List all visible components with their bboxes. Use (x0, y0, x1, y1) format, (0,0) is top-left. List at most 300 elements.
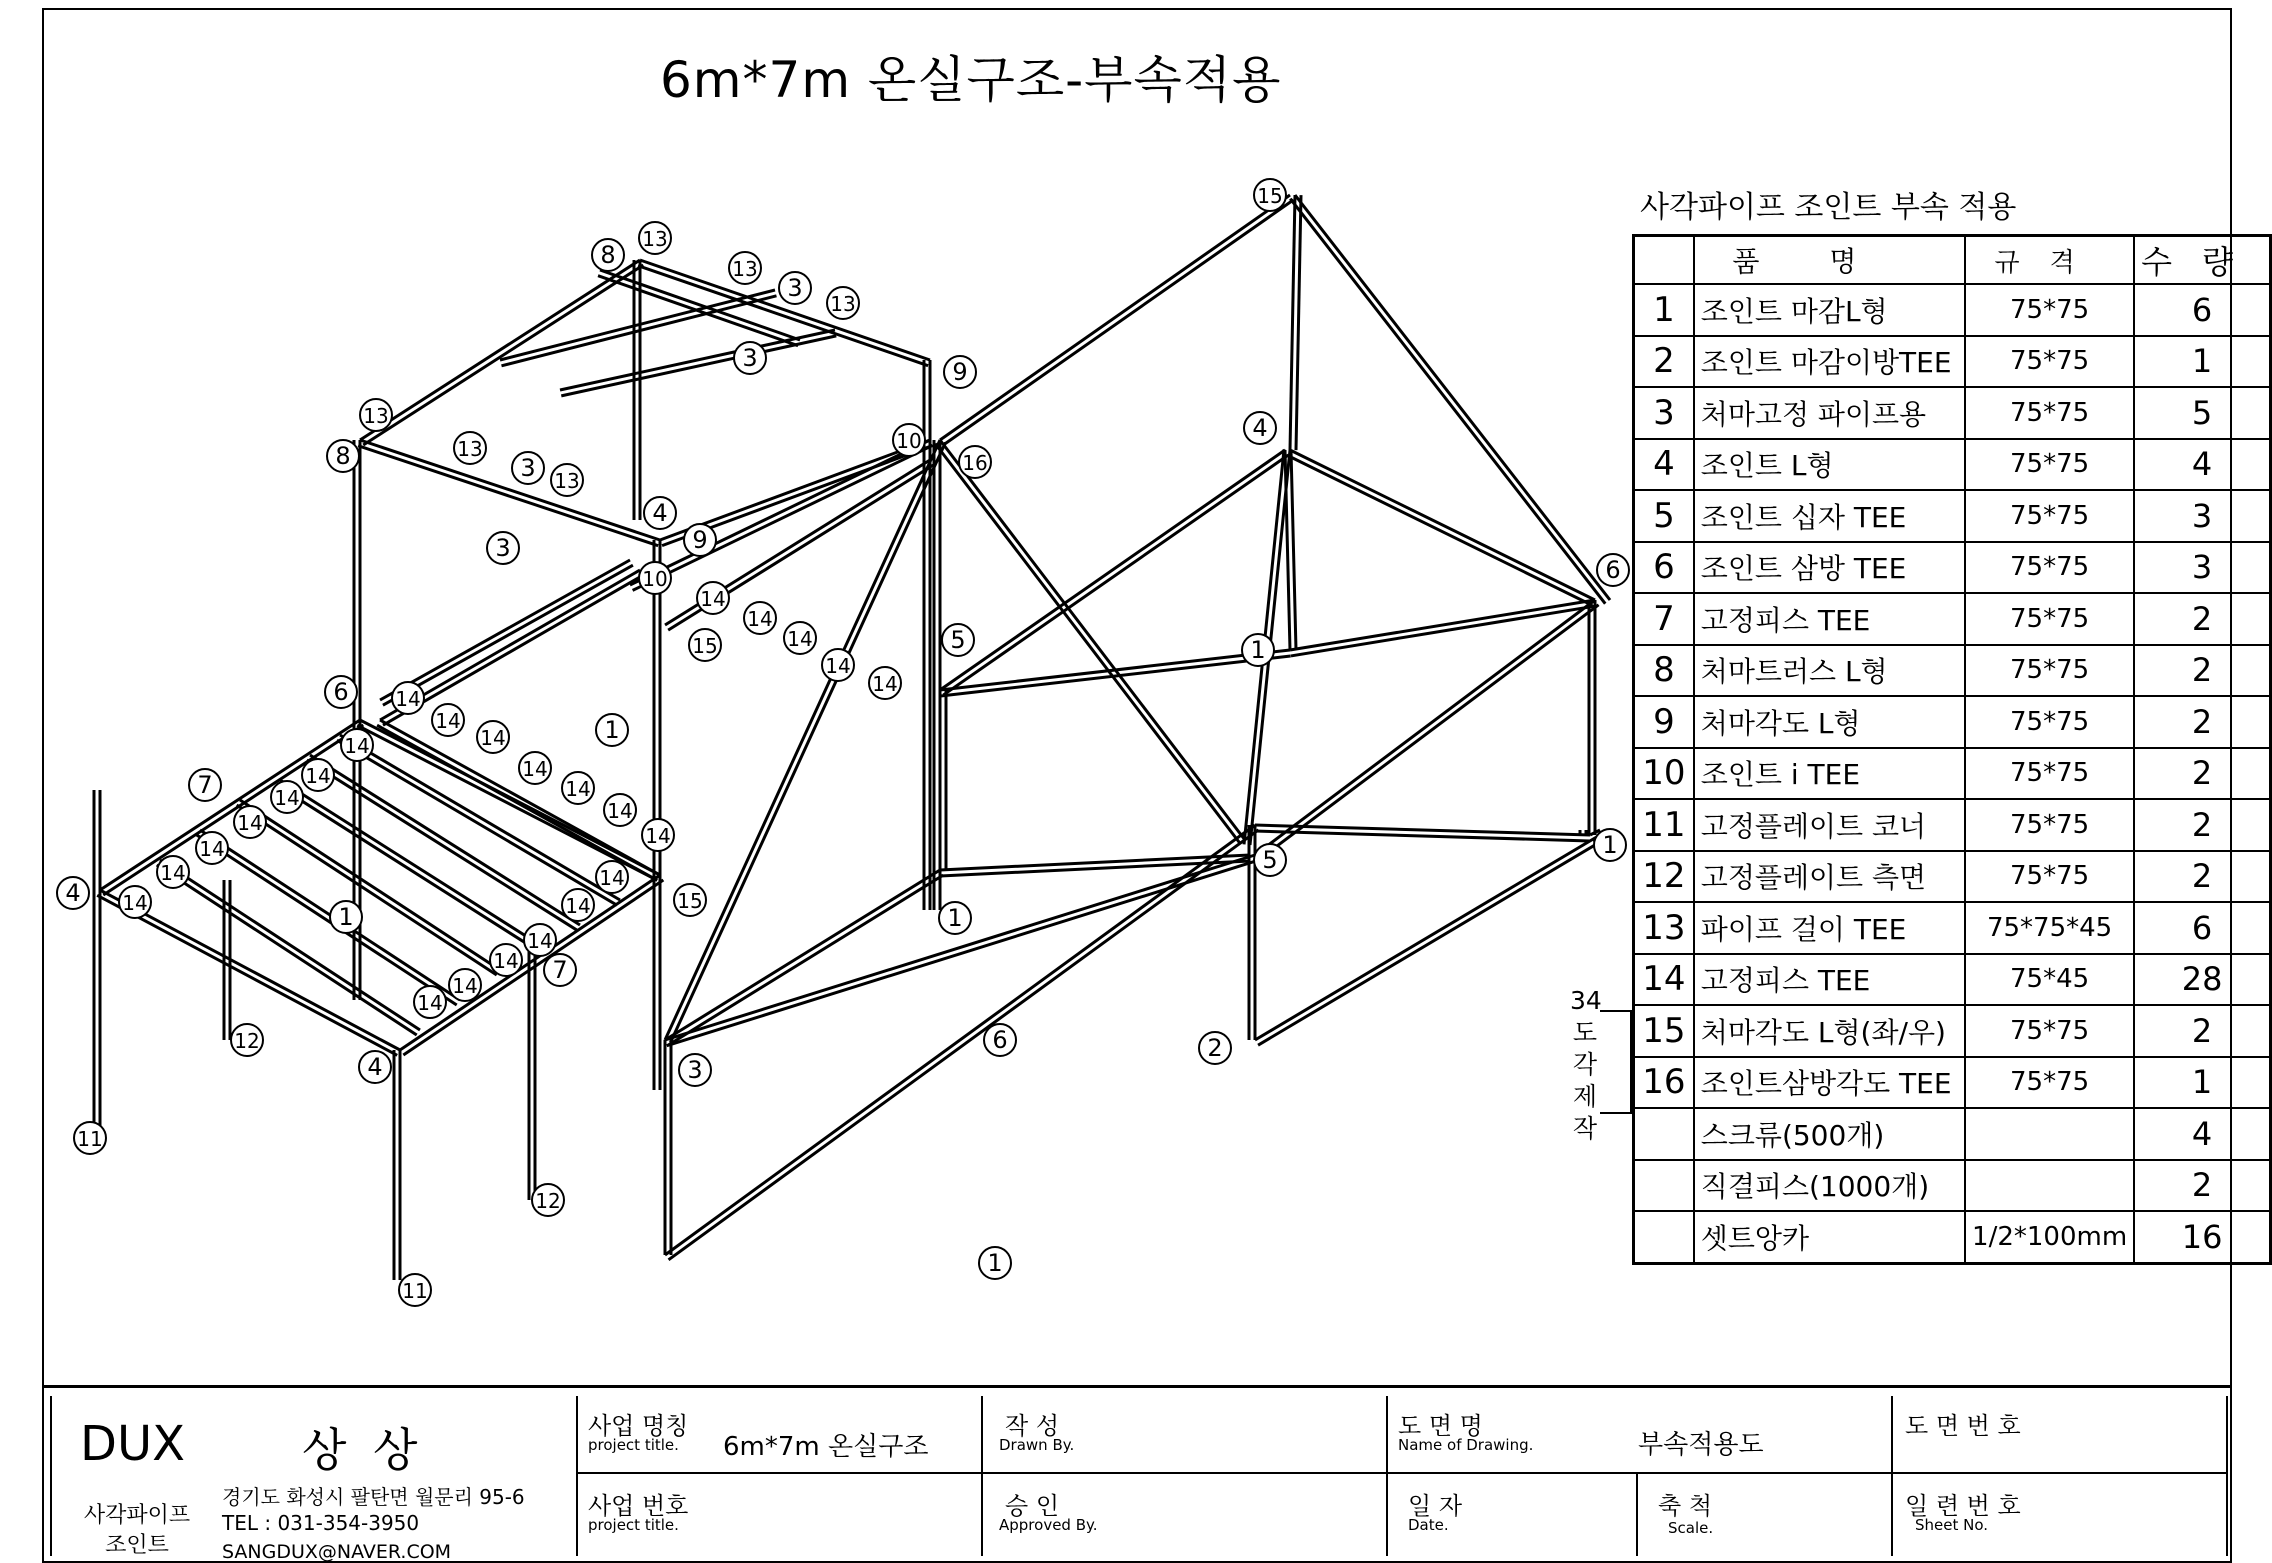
row-spec: 75*75 (1965, 490, 2134, 542)
part-callout (869, 667, 901, 699)
row-no: 10 (1634, 748, 1694, 800)
frame-pipe (383, 565, 633, 705)
project-cell (578, 1396, 983, 1556)
part-callout (679, 1054, 711, 1086)
part-callout-number: 3 (495, 534, 511, 562)
row-qty: 2 (2134, 748, 2270, 800)
part-callout-number: 3 (520, 454, 536, 482)
date-label: 일 자 (1408, 1492, 1462, 1520)
frame-pipe (943, 200, 1293, 445)
row-spec: 75*75 (1965, 284, 2134, 336)
row-qty: 3 (2134, 542, 2270, 594)
row-spec: 75*75 (1965, 696, 2134, 748)
company-address: 경기도 화성시 팔탄면 월문리 95-6 (222, 1485, 525, 1509)
part-callout-number: 1 (1602, 831, 1618, 859)
part-callout-number: 13 (457, 437, 483, 461)
table-row (1634, 902, 2271, 954)
part-callout-number: 13 (732, 257, 758, 281)
part-callout (524, 924, 556, 956)
part-callout-number: 3 (787, 274, 803, 302)
part-callout-number: 6 (1605, 556, 1621, 584)
table-row (1634, 1057, 2271, 1109)
parts-table-header (1634, 236, 2271, 285)
row-spec: 75*75*45 (1965, 902, 2134, 954)
part-callout-number: 14 (237, 811, 263, 835)
frame-pipe (1259, 605, 1599, 860)
part-callout-number: 14 (607, 799, 633, 823)
part-callout (562, 889, 594, 921)
frame-pipe (380, 560, 630, 700)
part-callout (325, 676, 357, 708)
table-row (1634, 439, 2271, 491)
frame-pipe (277, 785, 537, 950)
part-callout (596, 714, 628, 746)
row-spec: 75*45 (1965, 954, 2134, 1006)
row-spec: 1/2*100mm (1965, 1211, 2134, 1263)
drawn-sub: Drawn By. (999, 1436, 1075, 1454)
drawing-title: 6m*7m 온실구조-부속적용 (660, 51, 1282, 109)
part-callout-number: 9 (692, 526, 708, 554)
row-name: 처마트러스 L형 (1694, 645, 1965, 697)
row-name: 조인트 삼방 TEE (1694, 542, 1965, 594)
part-callout-number: 4 (65, 879, 81, 907)
table-row (1634, 542, 2271, 594)
row-name: 조인트 마감이방TEE (1694, 336, 1965, 388)
row-qty: 4 (2134, 439, 2270, 491)
part-callout (532, 1184, 564, 1216)
part-callout-number: 16 (962, 451, 988, 475)
parts-table-title: 사각파이프 조인트 부속 적용 (1640, 190, 2017, 225)
part-callout (734, 342, 766, 374)
row-qty: 2 (2134, 851, 2270, 903)
part-callout (642, 819, 674, 851)
part-callout (939, 902, 971, 934)
row-no: 7 (1634, 593, 1694, 645)
part-callout (234, 806, 266, 838)
row-no (1634, 1160, 1694, 1212)
frame-pipe (935, 444, 1240, 844)
table-row (1634, 1005, 2271, 1057)
part-callout-number: 13 (554, 469, 580, 493)
frame-pipe (403, 880, 663, 1055)
frame-pipe (160, 860, 420, 1030)
row-qty: 2 (2134, 593, 2270, 645)
table-row (1634, 954, 2271, 1006)
row-name: 조인트 i TEE (1694, 748, 1965, 800)
part-callout (729, 252, 761, 284)
frame-pipe (237, 805, 497, 975)
part-callout (327, 440, 359, 472)
row-spec: 75*75 (1965, 387, 2134, 439)
part-callout (822, 649, 854, 681)
row-qty: 3 (2134, 490, 2270, 542)
frame-pipe (1296, 195, 1301, 450)
part-callout (302, 759, 334, 791)
row-no: 12 (1634, 851, 1694, 903)
part-callout (271, 781, 303, 813)
part-callout-number: 14 (565, 894, 591, 918)
angle-note-bracket (1600, 1010, 1632, 1114)
project-no-sub: project title. (588, 1516, 679, 1534)
drawing-no-label: 도 면 번 호 (1905, 1412, 2021, 1440)
part-callout-number: 14 (645, 824, 671, 848)
row-no: 5 (1634, 490, 1694, 542)
part-callout-number: 14 (527, 929, 553, 953)
part-callout-number: 15 (692, 634, 718, 658)
row-qty: 4 (2134, 1108, 2270, 1160)
row-qty: 2 (2134, 645, 2270, 697)
table-row (1634, 851, 2271, 903)
part-callout (689, 629, 721, 661)
row-name: 처마고정 파이프용 (1694, 387, 1965, 439)
row-name: 조인트 L형 (1694, 439, 1965, 491)
table-row (1634, 799, 2271, 851)
row-name: 고정피스 TEE (1694, 954, 1965, 1006)
part-callout (544, 954, 576, 986)
row-spec: 75*75 (1965, 1057, 2134, 1109)
frame-pipe (1290, 195, 1295, 450)
row-no: 13 (1634, 902, 1694, 954)
row-qty: 6 (2134, 284, 2270, 336)
part-callout (1242, 634, 1274, 666)
row-spec: 75*75 (1965, 542, 2134, 594)
company-type: 사각파이프 조인트 (83, 1503, 191, 1558)
row-qty: 5 (2134, 387, 2270, 439)
part-callout (942, 624, 974, 656)
row-name: 조인트 십자 TEE (1694, 490, 1965, 542)
part-callout (562, 772, 594, 804)
part-callout-number: 7 (197, 771, 213, 799)
row-name: 셋트앙카 (1694, 1211, 1965, 1263)
part-callout (944, 356, 976, 388)
part-callout-number: 14 (344, 734, 370, 758)
title-block-divider (578, 1472, 2228, 1474)
table-row (1634, 284, 2271, 336)
table-row (1634, 593, 2271, 645)
frame-pipe (280, 780, 540, 945)
part-callout (697, 582, 729, 614)
part-callout (674, 884, 706, 916)
signature-cell (983, 1396, 1388, 1556)
parts-table (1632, 234, 2272, 1265)
row-no: 3 (1634, 387, 1694, 439)
row-no (1634, 1211, 1694, 1263)
part-callout (119, 886, 151, 918)
part-callout-number: 14 (274, 786, 300, 810)
part-callout-number: 15 (1257, 184, 1283, 208)
frame-pipe (1291, 606, 1596, 656)
part-callout (639, 562, 671, 594)
table-row (1634, 490, 2271, 542)
row-name: 고정플레이트 코너 (1694, 799, 1965, 851)
sheet-no-label: 일 련 번 호 (1905, 1492, 2021, 1520)
part-callout (414, 986, 446, 1018)
date-sub: Date. (1408, 1516, 1449, 1534)
row-no: 6 (1634, 542, 1694, 594)
approved-label: 승 인 (1005, 1492, 1059, 1520)
header-spec: 규격 (1965, 236, 2134, 285)
frame-pipe (1295, 195, 1610, 600)
company-cell (50, 1396, 578, 1563)
project-name-value: 6m*7m 온실구조 (723, 1432, 929, 1462)
table-row (1634, 748, 2271, 800)
part-callout (684, 524, 716, 556)
part-callout-number: 14 (395, 687, 421, 711)
sheet-no-sub: Sheet No. (1915, 1516, 1989, 1534)
part-callout (330, 901, 362, 933)
header-name: 품명 (1694, 236, 1965, 285)
part-callout-number: 9 (952, 358, 968, 386)
part-callout (592, 239, 624, 271)
part-callout-number: 6 (333, 678, 349, 706)
frame-pipe (943, 455, 1288, 695)
row-name: 처마각도 L형(좌/우) (1694, 1005, 1965, 1057)
part-callout-number: 14 (565, 777, 591, 801)
frame-pipe (1291, 450, 1296, 650)
part-callout-number: 14 (787, 627, 813, 651)
part-callout-number: 13 (642, 227, 668, 251)
part-callout-number: 12 (535, 1189, 561, 1213)
row-no: 16 (1634, 1057, 1694, 1109)
part-callout-number: 14 (417, 991, 443, 1015)
row-no: 2 (1634, 336, 1694, 388)
frame-pipe (669, 830, 1259, 1260)
row-qty: 2 (2134, 696, 2270, 748)
part-callout-number: 1 (1250, 636, 1266, 664)
part-callout-number: 4 (652, 499, 668, 527)
part-callout (487, 532, 519, 564)
part-callout-number: 13 (363, 404, 389, 428)
table-row (1634, 696, 2271, 748)
part-callout (231, 1024, 263, 1056)
frame-pipe (1255, 835, 1600, 1040)
part-callout (596, 861, 628, 893)
row-name: 조인트 마감L형 (1694, 284, 1965, 336)
frame-pipe (360, 440, 660, 540)
scale-divider (1636, 1472, 1638, 1556)
drawing-name-label: 도 면 명 (1398, 1412, 1483, 1440)
row-qty: 2 (2134, 1160, 2270, 1212)
part-callout (341, 729, 373, 761)
part-callout-number: 7 (552, 956, 568, 984)
part-callout (959, 446, 991, 478)
frame-pipe (940, 195, 1290, 440)
frame-pipe (1290, 450, 1595, 600)
header-qty: 수량 (2134, 236, 2270, 285)
row-no: 11 (1634, 799, 1694, 851)
title-block (42, 1385, 2232, 1563)
part-callout-number: 14 (160, 861, 186, 885)
part-callout (979, 1247, 1011, 1279)
approved-sub: Approved By. (999, 1516, 1098, 1534)
frame-pipe (940, 440, 1245, 840)
part-callout-number: 11 (402, 1279, 428, 1303)
part-callout (392, 682, 424, 714)
row-name: 스크류(500개) (1694, 1108, 1965, 1160)
part-callout-number: 1 (987, 1249, 1003, 1277)
part-callout-number: 1 (604, 716, 620, 744)
part-callout-number: 8 (335, 442, 351, 470)
table-row (1634, 1160, 2271, 1212)
part-callout-number: 12 (234, 1029, 260, 1053)
table-row (1634, 387, 2271, 439)
part-callout-number: 2 (1207, 1034, 1223, 1062)
frame-pipe (103, 725, 363, 895)
header-no (1634, 236, 1694, 285)
row-name: 직결피스(1000개) (1694, 1160, 1965, 1212)
part-callout (57, 877, 89, 909)
sheet-cell (1893, 1396, 2228, 1556)
part-callout-number: 1 (338, 903, 354, 931)
part-callout-number: 3 (742, 344, 758, 372)
part-callout (744, 602, 776, 634)
part-callout (196, 832, 228, 864)
row-spec: 75*75 (1965, 799, 2134, 851)
table-row (1634, 1211, 2271, 1263)
company-email: SANGDUX@NAVER.COM (222, 1541, 452, 1563)
part-callout (477, 721, 509, 753)
part-callout-number: 6 (992, 1026, 1008, 1054)
part-callout-number: 14 (452, 974, 478, 998)
frame-pipe (1255, 600, 1595, 855)
row-no: 14 (1634, 954, 1694, 1006)
row-qty: 6 (2134, 902, 2270, 954)
row-no: 9 (1634, 696, 1694, 748)
row-name: 처마각도 L형 (1694, 696, 1965, 748)
part-callout-number: 13 (830, 292, 856, 316)
part-callout (827, 287, 859, 319)
part-callout (512, 452, 544, 484)
row-name: 파이프 걸이 TEE (1694, 902, 1965, 954)
row-name: 고정피스 TEE (1694, 593, 1965, 645)
row-spec (1965, 1160, 2134, 1212)
row-qty: 2 (2134, 799, 2270, 851)
part-callout (1254, 844, 1286, 876)
part-callout-number: 10 (896, 429, 922, 453)
part-callout (454, 432, 486, 464)
frame-pipe (1290, 199, 1605, 604)
row-qty: 1 (2134, 1057, 2270, 1109)
part-callout-number: 14 (872, 672, 898, 696)
frame-pipe (1258, 840, 1603, 1045)
angle-note: 34도각제작 (1570, 986, 1602, 1143)
company-logo: DUX (80, 1416, 185, 1472)
part-callout (893, 424, 925, 456)
drawing-info-cell (1388, 1396, 1893, 1556)
part-callout-number: 4 (1252, 414, 1268, 442)
row-spec: 75*75 (1965, 593, 2134, 645)
part-callout (779, 272, 811, 304)
part-callout (189, 769, 221, 801)
frame-pipe (363, 265, 643, 445)
row-spec: 75*75 (1965, 645, 2134, 697)
part-callout (157, 856, 189, 888)
frame-pipe (197, 835, 457, 1005)
part-callout (644, 497, 676, 529)
part-callout (784, 622, 816, 654)
frame-pipe (667, 861, 1257, 1046)
part-callout-number: 14 (199, 837, 225, 861)
part-callout-number: 14 (122, 891, 148, 915)
frame-pipe (340, 735, 620, 900)
part-callout (1594, 829, 1626, 861)
project-name-sub: project title. (588, 1436, 679, 1454)
row-spec: 75*75 (1965, 439, 2134, 491)
part-callout-number: 14 (493, 949, 519, 973)
part-callout-number: 5 (950, 626, 966, 654)
row-qty: 1 (2134, 336, 2270, 388)
scale-sub: Scale. (1668, 1519, 1714, 1537)
frame-pipe (665, 855, 1255, 1040)
frame-pipe (360, 260, 640, 440)
row-no: 8 (1634, 645, 1694, 697)
part-callout-number: 14 (522, 757, 548, 781)
project-no-label: 사업 번호 (588, 1492, 689, 1520)
row-spec: 75*75 (1965, 748, 2134, 800)
project-name-label: 사업 명칭 (588, 1412, 689, 1440)
part-callout (604, 794, 636, 826)
row-no: 15 (1634, 1005, 1694, 1057)
part-callout-number: 11 (77, 1127, 103, 1151)
row-qty: 2 (2134, 1005, 2270, 1057)
part-callout (74, 1122, 106, 1154)
scale-label: 축 척 (1658, 1492, 1712, 1520)
part-callout-number: 14 (700, 587, 726, 611)
part-callout (551, 464, 583, 496)
frame-pipe (940, 450, 1285, 690)
part-callout (449, 969, 481, 1001)
drawing-name-value: 부속적용도 (1638, 1430, 1764, 1460)
part-callout-number: 14 (825, 654, 851, 678)
row-name: 고정플레이트 측면 (1694, 851, 1965, 903)
part-callout-number: 10 (642, 567, 668, 591)
table-row (1634, 645, 2271, 697)
part-callout (1254, 179, 1286, 211)
part-callout (1244, 412, 1276, 444)
part-callout-number: 14 (599, 866, 625, 890)
part-callout (490, 944, 522, 976)
part-callout-number: 14 (305, 764, 331, 788)
part-callout-number: 1 (947, 904, 963, 932)
row-no: 1 (1634, 284, 1694, 336)
company-name: 상 상 (302, 1423, 424, 1477)
part-callout (639, 222, 671, 254)
row-qty: 28 (2134, 954, 2270, 1006)
part-callout-number: 14 (480, 726, 506, 750)
table-row (1634, 336, 2271, 388)
part-callout (360, 399, 392, 431)
part-callout (1199, 1032, 1231, 1064)
part-callout (432, 704, 464, 736)
company-tel: TEL : 031-354-3950 (222, 1511, 420, 1535)
row-no (1634, 1108, 1694, 1160)
part-callout-number: 5 (1262, 846, 1278, 874)
row-no: 4 (1634, 439, 1694, 491)
drawn-label: 작 성 (1005, 1412, 1059, 1440)
part-callout (399, 1274, 431, 1306)
row-spec: 75*75 (1965, 1005, 2134, 1057)
part-callout (1597, 554, 1629, 586)
part-callout (984, 1024, 1016, 1056)
part-callout (359, 1051, 391, 1083)
drawing-name-sub: Name of Drawing. (1398, 1436, 1534, 1454)
row-spec: 75*75 (1965, 851, 2134, 903)
frame-pipe (337, 740, 617, 905)
part-callout (519, 752, 551, 784)
table-row (1634, 1108, 2271, 1160)
row-qty: 16 (2134, 1211, 2270, 1263)
row-name: 조인트삼방각도 TEE (1694, 1057, 1965, 1109)
